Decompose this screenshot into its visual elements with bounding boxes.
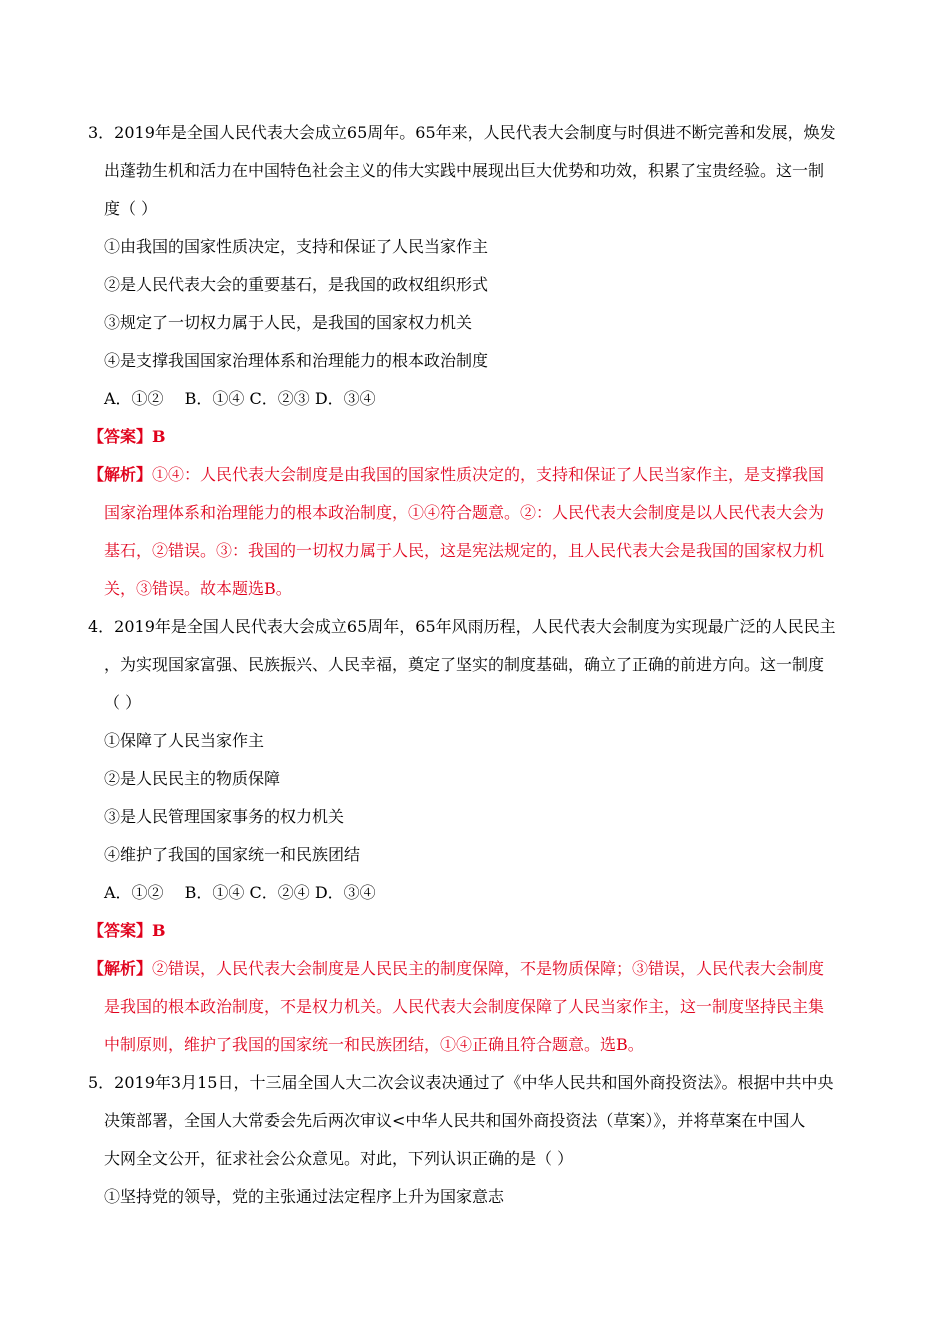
q3-analysis-line-3: 基石，②错误。③：我国的一切权力属于人民，这是宪法规定的，且人民代表大会是我国的国家权力机: [104, 541, 825, 560]
q4-option-2: ②是人民民主的物质保障: [104, 769, 281, 788]
q3-stem-line-1: 3．2019年是全国人民代表大会成立65周年。65年来，人民代表大会制度与时俱进不断完善和发展，焕发: [88, 123, 836, 142]
q4-stem-line-3: （ ）: [104, 693, 142, 712]
q3-option-1: ①由我国的国家性质决定，支持和保证了人民当家作主: [104, 237, 489, 256]
q3-option-2: ②是人民代表大会的重要基石，是我国的政权组织形式: [104, 275, 489, 294]
q3-answer-value: B: [152, 427, 166, 446]
q3-option-3: ③规定了一切权力属于人民，是我国的国家权力机关: [104, 313, 473, 332]
q4-option-4: ④维护了我国的国家统一和民族团结: [104, 845, 361, 864]
q5-option-1: ①坚持党的领导，党的主张通过法定程序上升为国家意志: [104, 1187, 505, 1206]
q4-answer: [88, 921, 166, 941]
q4-answer-tag: 【答案】: [88, 921, 153, 940]
q3-option-4: ④是支撑我国国家治理体系和治理能力的根本政治制度: [104, 351, 489, 370]
q4-analysis-tag: 【解析】: [88, 959, 153, 978]
q3-choices: A．①② B．①④ C．②③ D．③④: [104, 389, 376, 408]
q3-stem-line-2: 出蓬勃生机和活力在中国特色社会主义的伟大实践中展现出巨大优势和功效，积累了宝贵经验。这一制: [104, 161, 825, 180]
q4-answer-value: B: [152, 921, 166, 940]
q4-analysis-line-2: 是我国的根本政治制度，不是权力机关。人民代表大会制度保障了人民当家作主，这一制度坚持民主集: [104, 997, 825, 1016]
q3-analysis-line-1: [88, 465, 824, 485]
q3-analysis-tag: 【解析】: [88, 465, 153, 484]
q3-stem-line-3: 度（ ）: [104, 199, 158, 218]
q4-analysis-line-3: 中制原则，维护了我国的国家统一和民族团结，①④正确且符合题意。选B。: [104, 1035, 644, 1054]
q3-analysis-line-2: 国家治理体系和治理能力的根本政治制度，①④符合题意。②：人民代表大会制度是以人民代表大会为: [104, 503, 825, 522]
q4-analysis-line-1: [88, 959, 824, 979]
q5-stem-line-1: 5．2019年3月15日，十三届全国人大二次会议表决通过了《中华人民共和国外商投资法》。根据中共中央: [88, 1073, 834, 1092]
q4-analysis-text-1: ②错误，人民代表大会制度是人民民主的制度保障，不是物质保障；③错误，人民代表大会制度: [152, 959, 825, 978]
q3-answer-tag: 【答案】: [88, 427, 153, 446]
q5-stem-line-2: 决策部署，全国人大常委会先后两次审议<中华人民共和国外商投资法（草案）》，并将草案在中国人: [104, 1111, 806, 1130]
q4-option-3: ③是人民管理国家事务的权力机关: [104, 807, 345, 826]
q4-choices: A．①② B．①④ C．②④ D．③④: [104, 883, 376, 902]
q4-option-1: ①保障了人民当家作主: [104, 731, 265, 750]
q4-stem-line-1: 4．2019年是全国人民代表大会成立65周年，65年风雨历程，人民代表大会制度为实现最广泛的人民民主: [88, 617, 836, 636]
q3-answer: [88, 427, 166, 447]
q3-analysis-line-4: 关，③错误。故本题选B。: [104, 579, 292, 598]
q5-stem-line-3: 大网全文公开，征求社会公众意见。对此，下列认识正确的是（ ）: [104, 1149, 574, 1168]
q4-stem-line-2: ，为实现国家富强、民族振兴、人民幸福，奠定了坚实的制度基础，确立了正确的前进方向。这一制度: [104, 655, 825, 674]
q3-analysis-text-1: ①④：人民代表大会制度是由我国的国家性质决定的，支持和保证了人民当家作主，是支撑我国: [152, 465, 825, 484]
